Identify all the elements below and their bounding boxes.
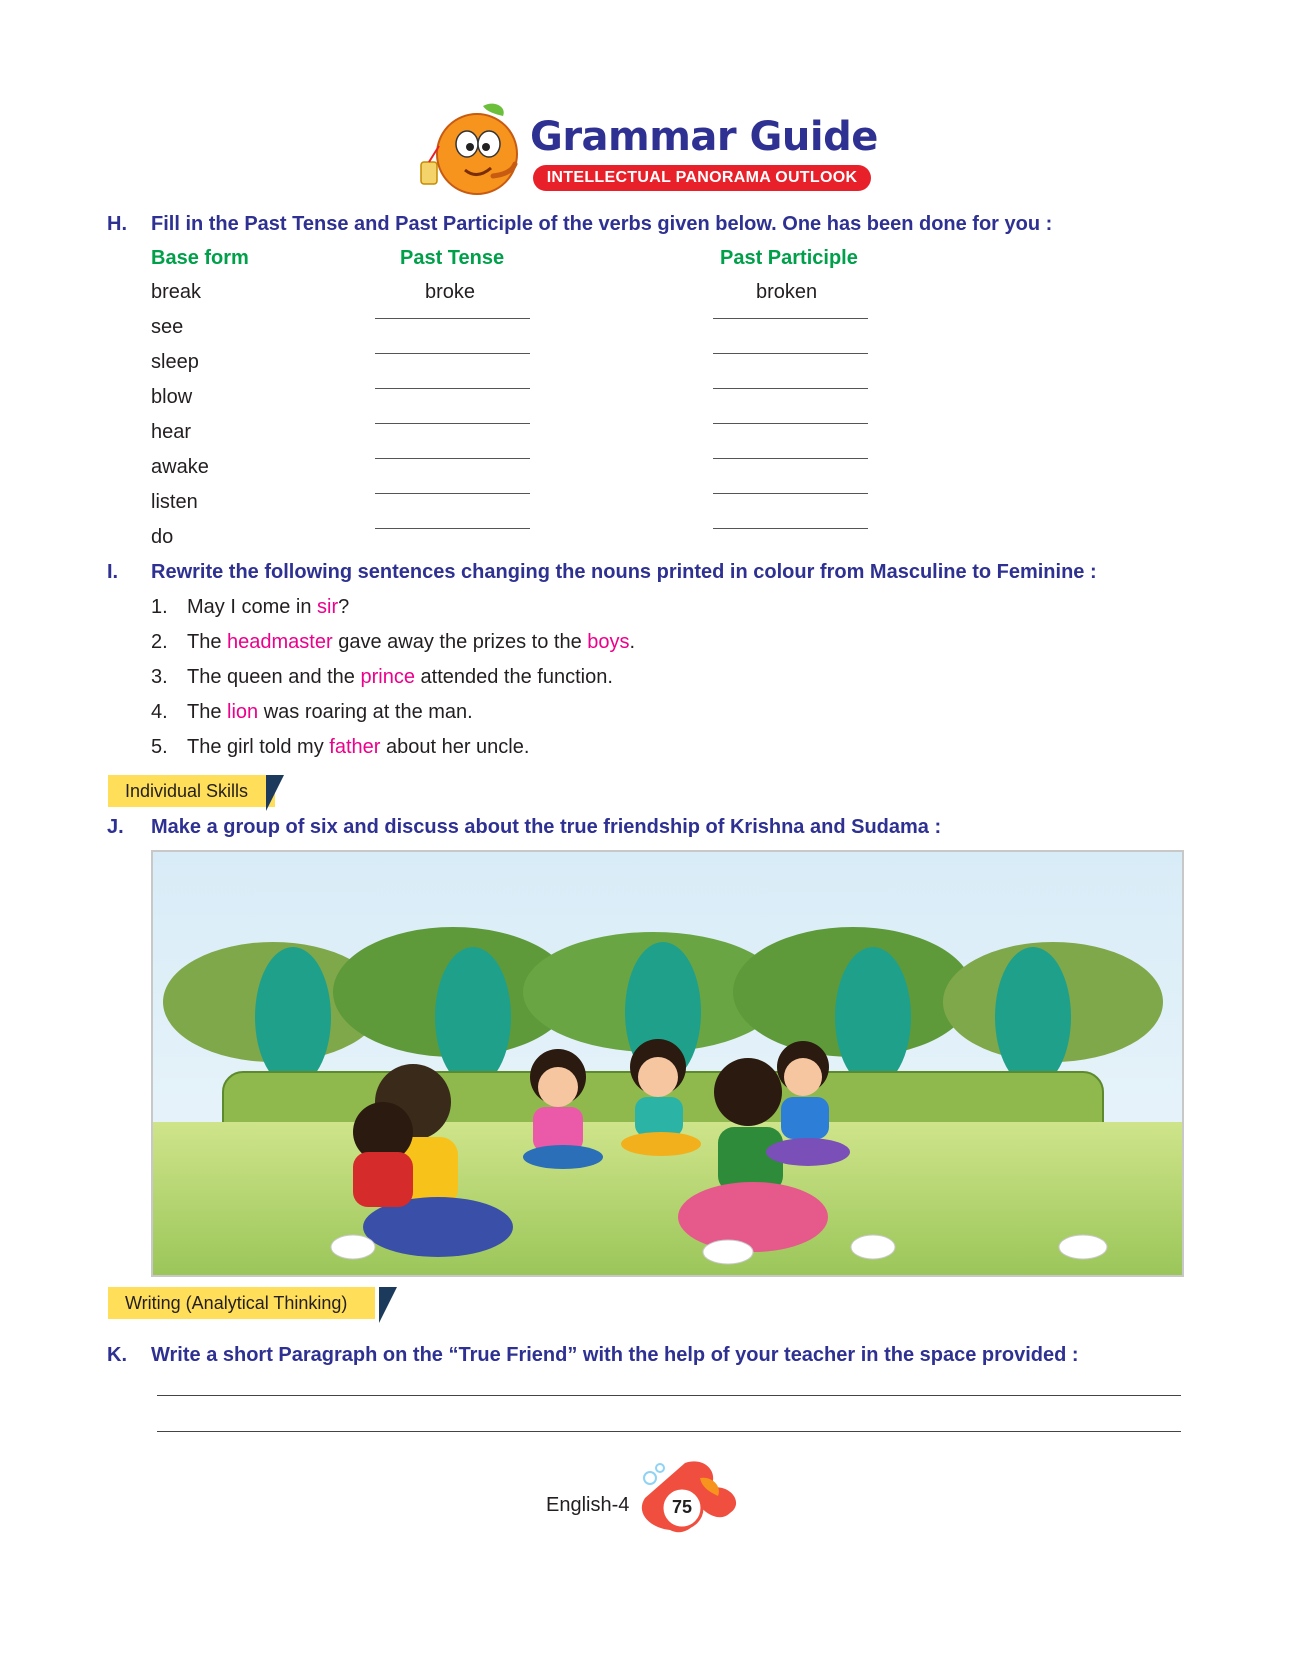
column-header-past-tense: Past Tense bbox=[400, 247, 505, 269]
verb-hear: hear bbox=[151, 421, 192, 443]
sentence-number: 1. bbox=[151, 596, 168, 618]
sentence-5 bbox=[151, 736, 529, 759]
sentence-text: was roaring at the man. bbox=[258, 701, 473, 723]
sentence-text: The girl told my bbox=[187, 736, 330, 758]
sentence-text: The bbox=[187, 631, 228, 653]
past-tense-blank[interactable] bbox=[375, 318, 530, 319]
question-k-instruction: Write a short Paragraph on the “True Friend” with the help of your teacher in the space provided : bbox=[151, 1344, 1079, 1366]
logo-title: Grammar Guide bbox=[530, 114, 878, 160]
individual-skills-tag: Individual Skills bbox=[108, 775, 275, 807]
past-participle-blank[interactable] bbox=[713, 528, 868, 529]
writing-line[interactable] bbox=[157, 1395, 1181, 1396]
sentence-text: May I come in bbox=[187, 596, 318, 618]
masculine-noun: headmaster bbox=[227, 631, 333, 653]
verb-do: do bbox=[151, 526, 174, 548]
question-j-instruction: Make a group of six and discuss about the true friendship of Krishna and Sudama : bbox=[151, 816, 942, 838]
sentence-text: attended the function. bbox=[414, 666, 613, 688]
question-i-instruction: Rewrite the following sentences changing the nouns printed in colour from Masculine to Feminine : bbox=[151, 561, 1097, 583]
sentence-number: 3. bbox=[151, 666, 168, 688]
verb-listen: listen bbox=[151, 491, 198, 513]
past-participle-blank[interactable] bbox=[713, 458, 868, 459]
past-tense-blank[interactable] bbox=[375, 528, 530, 529]
writing-analytical-thinking-tag: Writing (Analytical Thinking) bbox=[108, 1287, 375, 1319]
sentence-number: 2. bbox=[151, 631, 168, 653]
sentence-3 bbox=[151, 666, 613, 689]
question-k-letter: K. bbox=[107, 1344, 127, 1366]
past-participle-blank[interactable] bbox=[713, 388, 868, 389]
question-j-letter: J. bbox=[107, 816, 124, 838]
tag-flag-icon bbox=[375, 1283, 397, 1323]
tag-flag-icon bbox=[262, 771, 284, 811]
past-participle-blank[interactable] bbox=[713, 318, 868, 319]
column-header-base-form: Base form bbox=[151, 247, 249, 269]
sentence-4 bbox=[151, 701, 473, 724]
example-base-form: break bbox=[151, 281, 202, 303]
sentence-text: gave away the prizes to the bbox=[332, 631, 588, 653]
past-participle-blank[interactable] bbox=[713, 493, 868, 494]
verb-awake: awake bbox=[151, 456, 209, 478]
grammar-guide-logo bbox=[415, 102, 878, 202]
children-in-park-illustration bbox=[151, 850, 1184, 1277]
verb-blow: blow bbox=[151, 386, 193, 408]
page-number: 75 bbox=[671, 1497, 693, 1517]
sentence-text: about her uncle. bbox=[380, 736, 530, 758]
past-tense-blank[interactable] bbox=[375, 423, 530, 424]
sentence-number: 5. bbox=[151, 736, 168, 758]
orange-mascot-icon bbox=[415, 102, 530, 202]
verb-sleep: sleep bbox=[151, 351, 199, 373]
past-participle-blank[interactable] bbox=[713, 423, 868, 424]
past-tense-blank[interactable] bbox=[375, 388, 530, 389]
logo-subtitle-banner: INTELLECTUAL PANORAMA OUTLOOK bbox=[533, 165, 871, 191]
column-header-past-participle: Past Participle bbox=[720, 247, 858, 269]
verb-see: see bbox=[151, 316, 184, 338]
past-participle-blank[interactable] bbox=[713, 353, 868, 354]
past-tense-blank[interactable] bbox=[375, 493, 530, 494]
masculine-noun: boys bbox=[587, 631, 630, 653]
example-past-tense: broke bbox=[425, 281, 476, 303]
sentence-text: ? bbox=[338, 596, 350, 618]
masculine-noun: sir bbox=[317, 596, 339, 618]
past-tense-blank[interactable] bbox=[375, 458, 530, 459]
question-h-instruction: Fill in the Past Tense and Past Participle of the verbs given below. One has been done for you : bbox=[151, 213, 1053, 235]
sentence-1 bbox=[151, 596, 349, 619]
footer-book-title: English-4 bbox=[546, 1494, 630, 1516]
masculine-noun: prince bbox=[360, 666, 415, 688]
sentence-text: The bbox=[187, 701, 228, 723]
question-h-letter: H. bbox=[107, 213, 127, 235]
sentence-2 bbox=[151, 631, 635, 654]
example-past-participle: broken bbox=[756, 281, 818, 303]
masculine-noun: father bbox=[329, 736, 381, 758]
writing-line[interactable] bbox=[157, 1431, 1181, 1432]
sentence-number: 4. bbox=[151, 701, 168, 723]
park-scene-image bbox=[153, 852, 1182, 1275]
question-i-letter: I. bbox=[107, 561, 119, 583]
masculine-noun: lion bbox=[227, 701, 259, 723]
sentence-text: The queen and the bbox=[187, 666, 361, 688]
sentence-text: . bbox=[629, 631, 636, 653]
past-tense-blank[interactable] bbox=[375, 353, 530, 354]
